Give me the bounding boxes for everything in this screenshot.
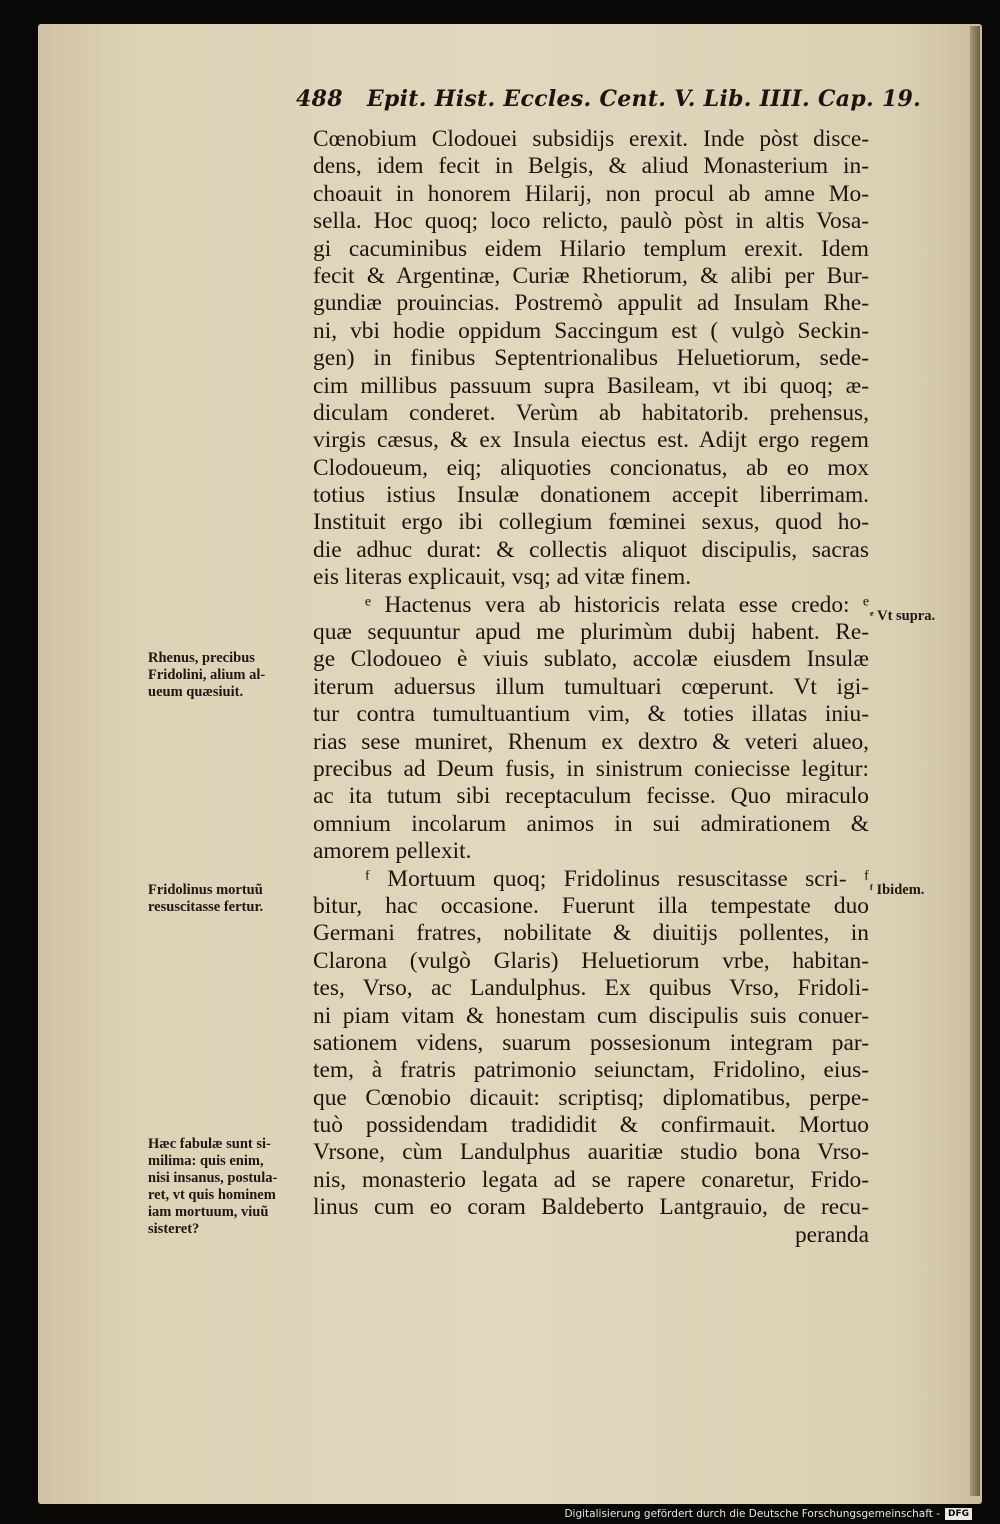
- text-line: virgis cæsus, & ex Insula eiectus est. Adijt ergo regem: [313, 427, 869, 454]
- text-line: Germani fratres, nobilitate & diuitijs pollentes, in: [313, 920, 869, 947]
- text-line: tur contra tumultuantium vim, & toties illatas iniu-: [313, 701, 869, 728]
- text-line: ge Clodoueo è viuis sublato, accolæ eiusdem Insulæ: [313, 646, 869, 673]
- text-line: cim millibus passuum supra Basileam, vt ibi quoq; æ-: [313, 372, 869, 399]
- text-line: eis literas explicauit, vsq; ad vitæ finem.: [313, 564, 692, 591]
- text-line: amorem pellexit.: [313, 838, 472, 865]
- text-line: choauit in honorem Hilarij, non procul ab amne Mo-: [313, 180, 869, 207]
- margin-note-line: resuscitasse fertur.: [148, 899, 264, 915]
- text-line: tem, à fratris patrimonio seiunctam, Fridolino, eius-: [313, 1057, 869, 1084]
- text-line: dens, idem fecit in Belgis, & aliud Monasterium in-: [313, 153, 869, 180]
- text-line: totius istius Insulæ donationem accepit liberrimam.: [313, 482, 869, 509]
- margin-note-line: Fridolinus mortuũ: [148, 882, 263, 898]
- text-line: Cœnobium Clodouei subsidijs erexit. Inde pòst disce-: [313, 126, 869, 152]
- text-line: gen) in finibus Septentrionalibus Heluetiorum, sede-: [313, 345, 869, 372]
- text-line: sella. Hoc quoq; loco relicto, paulò pòst in altis Vosa-: [313, 208, 869, 235]
- margin-note-line: iam mortuum, viuũ: [148, 1204, 269, 1220]
- text-line: diculam conderet. Verùm ab habitatorib. prehensus,: [313, 399, 869, 426]
- text-line: fecit & Argentinæ, Curiæ Rhetiorum, & alibi per Bur-: [313, 262, 869, 289]
- text-line: ᶠ Mortuum quoq; Fridolinus resuscitasse scri- ᶠ: [365, 865, 869, 892]
- body-text: [313, 126, 869, 1249]
- running-header: [296, 86, 922, 120]
- text-line: rias sese muniret, Rhenum ex dextro & veteri alueo,: [313, 728, 869, 755]
- text-line: tes, Vrso, ac Landulphus. Ex quibus Vrso, Fridoli-: [313, 975, 869, 1002]
- text-line: sationem videns, suarum possesionum integram par-: [313, 1029, 869, 1056]
- margin-note-line: ret, vt quis hominem: [148, 1187, 276, 1203]
- text-line: quæ sequuntur apud me plurimùm dubij habent. Re-: [313, 619, 869, 646]
- footer-text: Digitalisierung gefördert durch die Deutsche Forschungsgemeinschaft -: [564, 1508, 940, 1520]
- running-title: Epit. Hist. Eccles. Cent. V. Lib. IIII. Cap. 19.: [366, 86, 922, 112]
- text-line: nis, monasterio legata ad se rapere conaretur, Frido-: [313, 1166, 869, 1193]
- text-line: linus cum eo coram Baldeberto Lantgrauio, de recu-: [313, 1194, 869, 1221]
- margin-note-line: Fridolini, alium al-: [148, 667, 266, 683]
- text-line: die adhuc durat: & collectis aliquot discipulis, sacras: [313, 536, 869, 563]
- text-line: precibus ad Deum fusis, in sinistrum coniecisse legitur:: [313, 755, 869, 782]
- dfg-logo-icon: DFG: [945, 1508, 972, 1520]
- margin-note-line: nisi insanus, postula-: [148, 1170, 278, 1186]
- page-edge: [970, 26, 980, 1496]
- text-line: ᵉ Hactenus vera ab historicis relata esse credo: ᵉ: [365, 591, 869, 618]
- margin-note-line: Hæc fabulæ sunt si-: [148, 1136, 271, 1152]
- margin-note-line: milima: quis enim,: [148, 1153, 264, 1169]
- text-line: omnium incolarum animos in sui admirationem &: [313, 810, 869, 837]
- text-line: tuò possidendam tradididit & confirmauit. Mortuo: [313, 1112, 869, 1139]
- margin-note-fabula: [148, 1136, 313, 1238]
- text-line: Clodoueum, eiq; aliquoties concionatus, ab eo mox: [313, 454, 869, 481]
- text-line: gi cacuminibus eidem Hilario templum erexit. Idem: [313, 235, 869, 262]
- text-line: bitur, hac occasione. Fuerunt illa tempestate duo: [313, 892, 869, 919]
- text-line: Vrsone, cùm Landulphus auaritiæ studio bona Vrso-: [313, 1139, 869, 1166]
- text-line: ni, vbi hodie oppidum Saccingum est ( vulgò Seckin-: [313, 317, 869, 344]
- margin-note-line: Rhenus, precibus: [148, 650, 255, 666]
- text-line: Instituit ergo ibi collegium fœminei sexus, quod ho-: [313, 509, 869, 536]
- page-number: 488: [296, 86, 343, 112]
- text-line: que Cœnobio dicauit: scriptisq; diplomatibus, perpe-: [313, 1084, 869, 1111]
- text-line: ac ita tutum sibi receptaculum fecisse. Quo miraculo: [313, 783, 869, 810]
- margin-ref-f: ᶠ Ibidem.: [870, 882, 925, 898]
- text-line: peranda: [794, 1221, 869, 1248]
- text-line: iterum aduersus illum tumultuari cœperunt. Vt igi-: [313, 673, 869, 700]
- digitization-footer: [564, 1507, 972, 1521]
- margin-note-fridolinus: [148, 882, 313, 916]
- text-line: gundiæ prouincias. Postremò appulit ad Insulam Rhe-: [313, 290, 869, 317]
- text-line: ni piam vitam & honestam cum discipulis suis conuer-: [313, 1002, 869, 1029]
- margin-note-line: sisteret?: [148, 1221, 200, 1237]
- text-line: Clarona (vulgò Glaris) Heluetiorum vrbe, habitan-: [313, 947, 869, 974]
- margin-ref-e: ᵉ Vt supra.: [870, 608, 936, 624]
- margin-note-rhenus: [148, 650, 313, 701]
- margin-note-line: ueum quæsiuit.: [148, 684, 244, 700]
